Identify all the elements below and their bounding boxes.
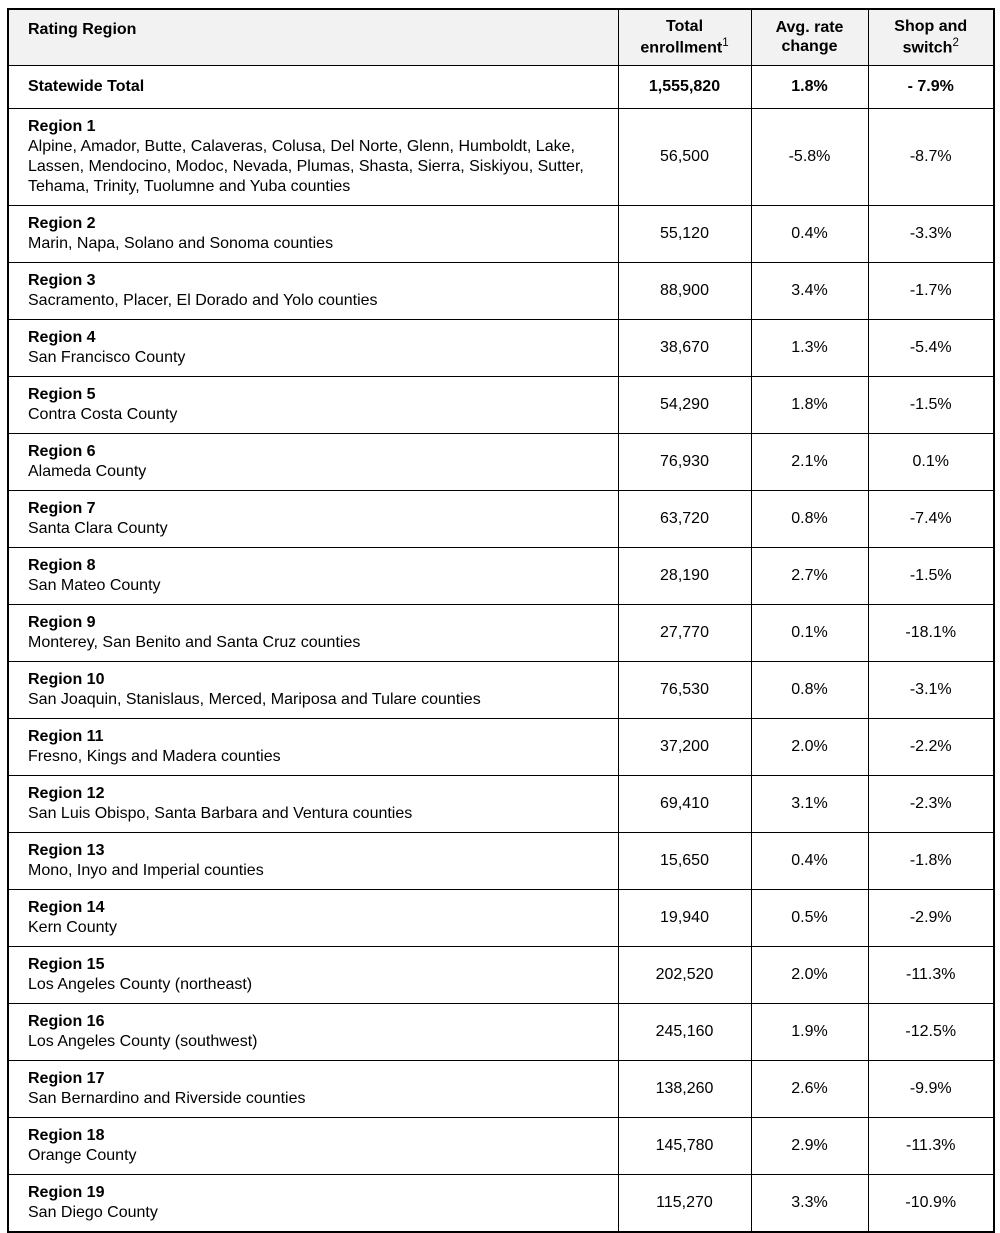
region-cell bbox=[8, 718, 618, 775]
region-name: Region 10 bbox=[28, 670, 105, 688]
enrollment-cell: 28,190 bbox=[618, 547, 751, 604]
rating-region-table bbox=[7, 8, 995, 1233]
region-cell bbox=[8, 775, 618, 832]
region-counties: Contra Costa County bbox=[28, 405, 178, 423]
shop-switch-cell: -2.9% bbox=[868, 889, 994, 946]
region-counties: San Bernardino and Riverside counties bbox=[28, 1089, 306, 1107]
rate-change-cell: 1.8% bbox=[751, 65, 868, 108]
table-row bbox=[8, 262, 994, 319]
table-row bbox=[8, 490, 994, 547]
rate-change-cell: 3.1% bbox=[751, 775, 868, 832]
region-cell bbox=[8, 490, 618, 547]
rate-change-cell: -5.8% bbox=[751, 108, 868, 205]
enrollment-cell: 56,500 bbox=[618, 108, 751, 205]
rate-change-cell: 1.3% bbox=[751, 319, 868, 376]
rate-change-cell: 2.7% bbox=[751, 547, 868, 604]
region-counties: Los Angeles County (northeast) bbox=[28, 975, 253, 993]
region-counties: San Mateo County bbox=[28, 576, 161, 594]
region-cell bbox=[8, 262, 618, 319]
rate-change-cell: 0.4% bbox=[751, 832, 868, 889]
enrollment-cell: 76,530 bbox=[618, 661, 751, 718]
rate-change-cell: 2.0% bbox=[751, 718, 868, 775]
rate-change-cell: 3.3% bbox=[751, 1174, 868, 1232]
region-name: Region 15 bbox=[28, 955, 105, 973]
rate-change-cell: 0.8% bbox=[751, 490, 868, 547]
region-counties: San Luis Obispo, Santa Barbara and Ventura counties bbox=[28, 804, 413, 822]
footnote-marker-1: 1 bbox=[722, 36, 729, 49]
rate-change-cell: 0.4% bbox=[751, 205, 868, 262]
shop-switch-cell: - 7.9% bbox=[868, 65, 994, 108]
region-name: Region 16 bbox=[28, 1012, 105, 1030]
shop-switch-cell: -7.4% bbox=[868, 490, 994, 547]
region-counties: Orange County bbox=[28, 1146, 137, 1164]
enrollment-cell: 76,930 bbox=[618, 433, 751, 490]
enrollment-cell: 15,650 bbox=[618, 832, 751, 889]
region-cell bbox=[8, 547, 618, 604]
shop-switch-cell: -8.7% bbox=[868, 108, 994, 205]
rate-change-cell: 1.9% bbox=[751, 1003, 868, 1060]
header-row bbox=[8, 9, 994, 65]
table-row bbox=[8, 1117, 994, 1174]
shop-switch-cell: -2.2% bbox=[868, 718, 994, 775]
enrollment-cell: 138,260 bbox=[618, 1060, 751, 1117]
enrollment-cell: 63,720 bbox=[618, 490, 751, 547]
region-name: Region 14 bbox=[28, 898, 105, 916]
shop-switch-cell: -5.4% bbox=[868, 319, 994, 376]
table-row bbox=[8, 661, 994, 718]
region-cell bbox=[8, 661, 618, 718]
shop-switch-cell: -1.7% bbox=[868, 262, 994, 319]
shop-switch-cell: -12.5% bbox=[868, 1003, 994, 1060]
shop-switch-cell: -2.3% bbox=[868, 775, 994, 832]
region-name: Region 7 bbox=[28, 499, 96, 517]
table-row bbox=[8, 604, 994, 661]
table-row bbox=[8, 946, 994, 1003]
region-name: Region 2 bbox=[28, 214, 96, 232]
table-row bbox=[8, 108, 994, 205]
table-row bbox=[8, 1060, 994, 1117]
region-cell bbox=[8, 1174, 618, 1232]
column-header-rating-region bbox=[8, 9, 618, 65]
region-counties: San Diego County bbox=[28, 1203, 158, 1221]
table-row bbox=[8, 1174, 994, 1232]
table-row bbox=[8, 65, 994, 108]
shop-switch-cell: -9.9% bbox=[868, 1060, 994, 1117]
table-row bbox=[8, 376, 994, 433]
region-name: Region 17 bbox=[28, 1069, 105, 1087]
shop-switch-cell: -3.1% bbox=[868, 661, 994, 718]
enrollment-cell: 115,270 bbox=[618, 1174, 751, 1232]
shop-switch-cell: -18.1% bbox=[868, 604, 994, 661]
region-name: Region 13 bbox=[28, 841, 105, 859]
region-name: Region 3 bbox=[28, 271, 96, 289]
enrollment-cell: 55,120 bbox=[618, 205, 751, 262]
table-body bbox=[8, 65, 994, 1232]
enrollment-cell: 202,520 bbox=[618, 946, 751, 1003]
region-counties: San Joaquin, Stanislaus, Merced, Mariposa and Tulare counties bbox=[28, 690, 481, 708]
table-row bbox=[8, 718, 994, 775]
region-cell bbox=[8, 205, 618, 262]
rate-change-cell: 2.1% bbox=[751, 433, 868, 490]
header-label: Avg. rate change bbox=[775, 19, 844, 56]
shop-switch-cell: -11.3% bbox=[868, 1117, 994, 1174]
region-name: Region 1 bbox=[28, 117, 96, 135]
region-counties: Alameda County bbox=[28, 462, 147, 480]
region-cell bbox=[8, 433, 618, 490]
rate-change-cell: 1.8% bbox=[751, 376, 868, 433]
region-name: Region 11 bbox=[28, 727, 104, 745]
table-row bbox=[8, 433, 994, 490]
region-cell bbox=[8, 889, 618, 946]
region-counties: Alpine, Amador, Butte, Calaveras, Colusa, Del Norte, Glenn, Humboldt, Lake, Lassen, Mendocino, Modoc, Nevada, Plumas, Shasta, Sierra, Siskiyou, Sutter, Tehama, Trinity, Tuolumne and Yuba counties bbox=[28, 137, 584, 195]
enrollment-cell: 38,670 bbox=[618, 319, 751, 376]
enrollment-cell: 145,780 bbox=[618, 1117, 751, 1174]
footnote-marker-2: 2 bbox=[952, 36, 959, 49]
column-header-shop-and-switch bbox=[868, 9, 994, 65]
header-label: Rating Region bbox=[28, 21, 137, 38]
rate-change-cell: 2.0% bbox=[751, 946, 868, 1003]
table-header bbox=[8, 9, 994, 65]
shop-switch-cell: 0.1% bbox=[868, 433, 994, 490]
enrollment-cell: 27,770 bbox=[618, 604, 751, 661]
region-counties: Kern County bbox=[28, 918, 117, 936]
region-cell bbox=[8, 319, 618, 376]
region-cell bbox=[8, 832, 618, 889]
region-counties: Marin, Napa, Solano and Sonoma counties bbox=[28, 234, 334, 252]
region-cell bbox=[8, 604, 618, 661]
header-label: Total enrollment bbox=[640, 18, 723, 56]
region-counties: Mono, Inyo and Imperial counties bbox=[28, 861, 264, 879]
shop-switch-cell: -3.3% bbox=[868, 205, 994, 262]
region-counties: Sacramento, Placer, El Dorado and Yolo counties bbox=[28, 291, 378, 309]
rate-change-cell: 0.5% bbox=[751, 889, 868, 946]
shop-switch-cell: -11.3% bbox=[868, 946, 994, 1003]
header-label: Shop and switch bbox=[894, 18, 968, 56]
region-cell bbox=[8, 376, 618, 433]
table-row bbox=[8, 832, 994, 889]
region-cell bbox=[8, 1117, 618, 1174]
region-name: Region 19 bbox=[28, 1183, 105, 1201]
enrollment-cell: 69,410 bbox=[618, 775, 751, 832]
region-counties: Monterey, San Benito and Santa Cruz counties bbox=[28, 633, 361, 651]
region-counties: Fresno, Kings and Madera counties bbox=[28, 747, 281, 765]
table-row bbox=[8, 1003, 994, 1060]
rate-change-cell: 3.4% bbox=[751, 262, 868, 319]
shop-switch-cell: -1.5% bbox=[868, 547, 994, 604]
region-name: Region 5 bbox=[28, 385, 96, 403]
region-cell bbox=[8, 946, 618, 1003]
region-cell bbox=[8, 65, 618, 108]
region-counties: Los Angeles County (southwest) bbox=[28, 1032, 258, 1050]
region-name: Region 4 bbox=[28, 328, 96, 346]
enrollment-cell: 19,940 bbox=[618, 889, 751, 946]
shop-switch-cell: -1.5% bbox=[868, 376, 994, 433]
rate-change-cell: 2.9% bbox=[751, 1117, 868, 1174]
table-row bbox=[8, 775, 994, 832]
shop-switch-cell: -1.8% bbox=[868, 832, 994, 889]
rate-change-cell: 0.1% bbox=[751, 604, 868, 661]
table-row bbox=[8, 319, 994, 376]
column-header-total-enrollment bbox=[618, 9, 751, 65]
region-name: Region 8 bbox=[28, 556, 96, 574]
region-name: Region 9 bbox=[28, 613, 96, 631]
region-counties: Santa Clara County bbox=[28, 519, 168, 537]
column-header-avg-rate-change bbox=[751, 9, 868, 65]
region-name: Region 12 bbox=[28, 784, 105, 802]
enrollment-cell: 54,290 bbox=[618, 376, 751, 433]
shop-switch-cell: -10.9% bbox=[868, 1174, 994, 1232]
region-name: Region 6 bbox=[28, 442, 96, 460]
table-row bbox=[8, 889, 994, 946]
enrollment-cell: 1,555,820 bbox=[618, 65, 751, 108]
region-counties: San Francisco County bbox=[28, 348, 186, 366]
region-name: Region 18 bbox=[28, 1126, 105, 1144]
region-name: Statewide Total bbox=[28, 77, 145, 95]
enrollment-cell: 88,900 bbox=[618, 262, 751, 319]
rate-change-cell: 0.8% bbox=[751, 661, 868, 718]
table-row bbox=[8, 547, 994, 604]
rate-change-cell: 2.6% bbox=[751, 1060, 868, 1117]
enrollment-cell: 245,160 bbox=[618, 1003, 751, 1060]
region-cell bbox=[8, 108, 618, 205]
region-cell bbox=[8, 1060, 618, 1117]
table-row bbox=[8, 205, 994, 262]
enrollment-cell: 37,200 bbox=[618, 718, 751, 775]
region-cell bbox=[8, 1003, 618, 1060]
